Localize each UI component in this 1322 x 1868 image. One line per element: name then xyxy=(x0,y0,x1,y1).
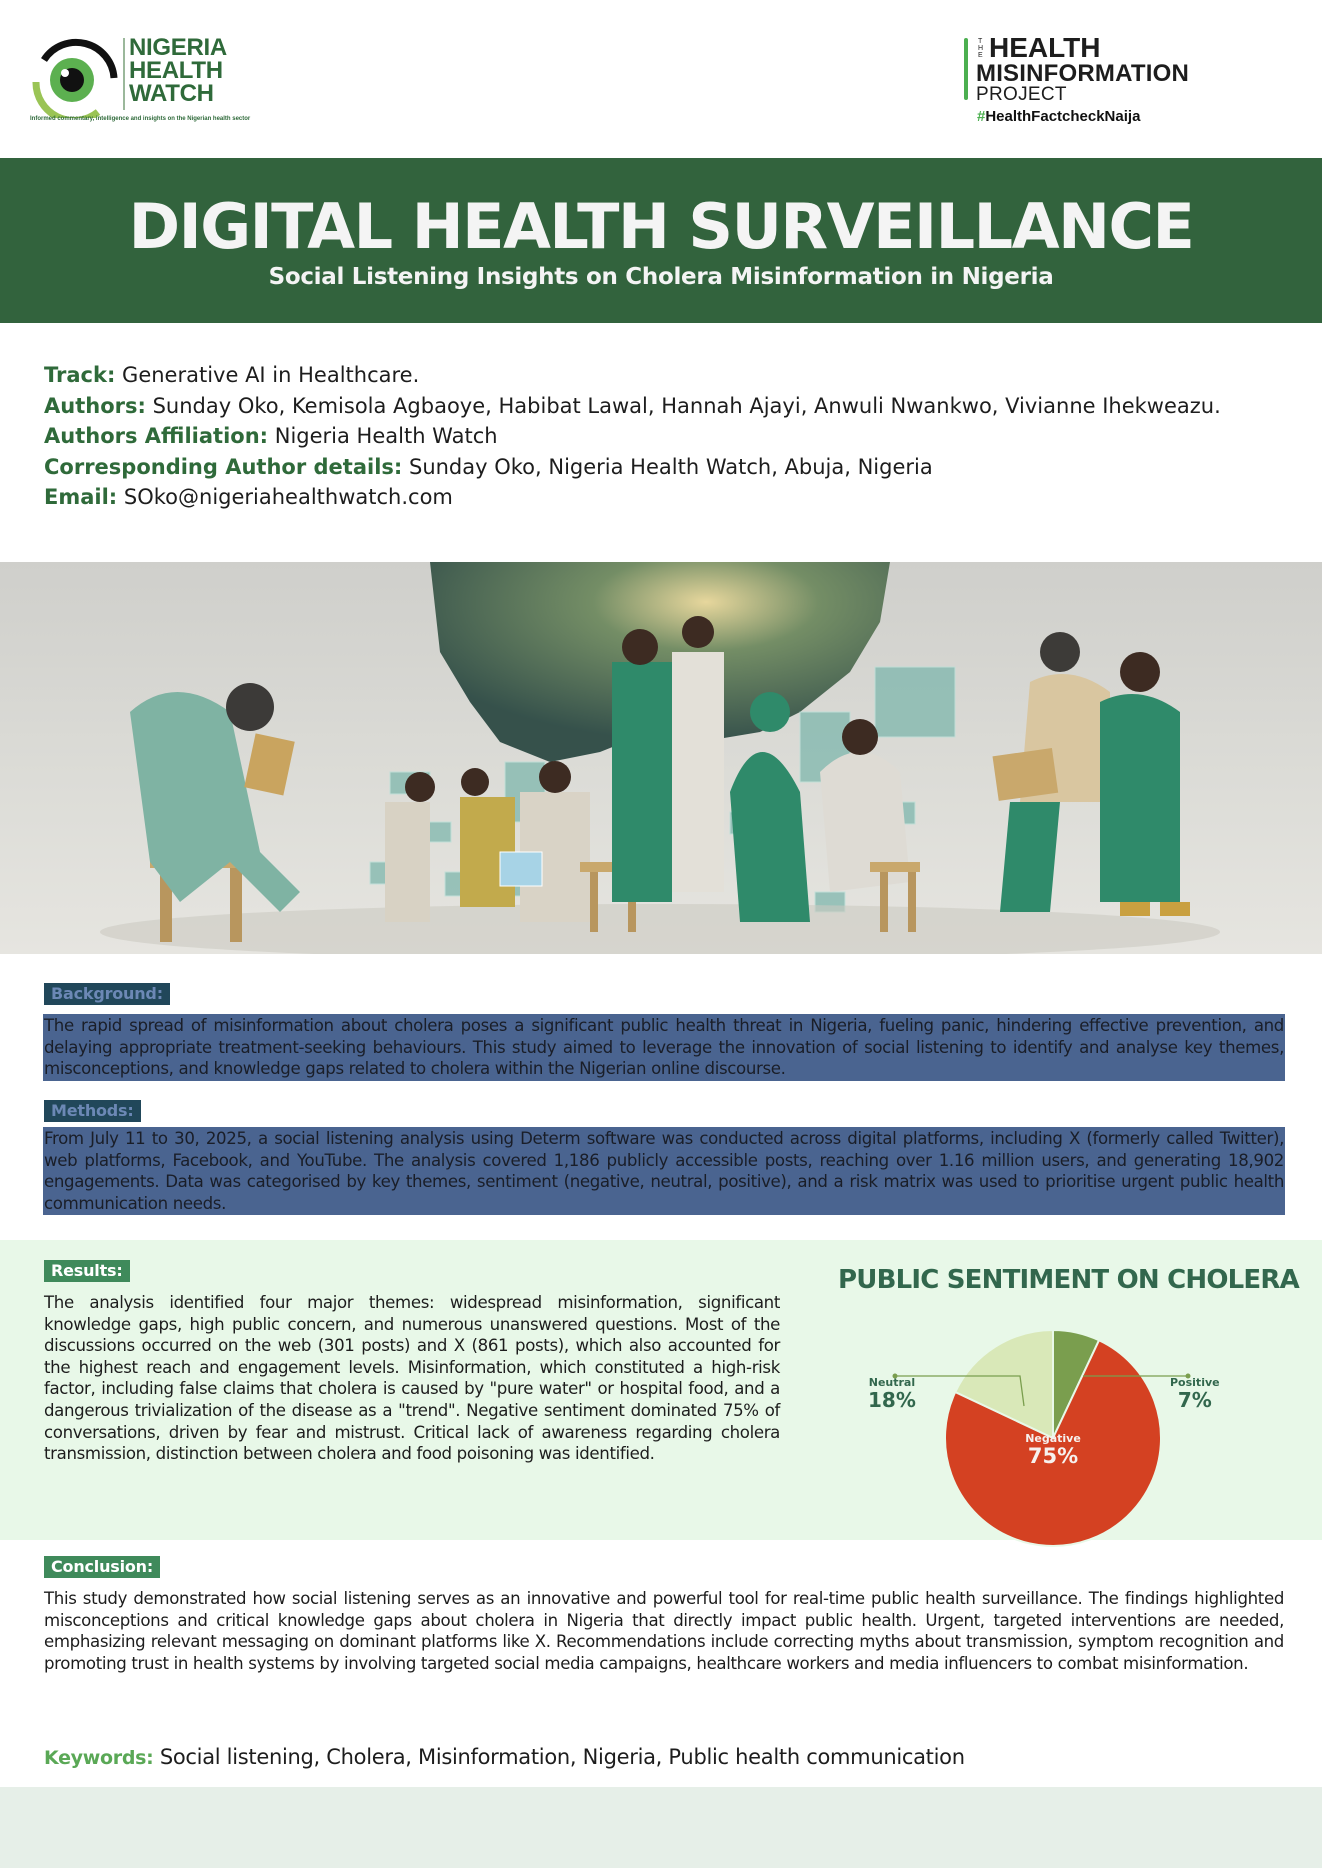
logo-accent-bar xyxy=(964,38,968,100)
authors-row xyxy=(44,391,1294,422)
authors-value: Sunday Oko, Kemisola Agbaoye, Habibat Lawal, Hannah Ajayi, Anwuli Nwankwo, Vivianne Ihekweazu. xyxy=(152,393,1221,418)
affiliation-value: Nigeria Health Watch xyxy=(274,424,498,449)
neutral-label xyxy=(868,1376,916,1411)
results-text: The analysis identified four major themes: widespread misinformation, significant knowledge gaps, high public concern, and numerous unanswered questions. Most of the discussions occurred on the web (301 posts) and X (861 posts), which also accounted for the highest reach and engagement levels. Misinformation, which constituted a high-risk factor, including false claims that cholera is caused by "pure water" or hospital food, and a dangerous trivialization of the disease as a "trend". Negative sentiment dominated 75% of conversations, driven by fear and mistrust. Critical lack of awareness regarding cholera transmission, distinction between cholera and food poisoning was identified. xyxy=(44,1293,780,1464)
conclusion-text: This study demonstrated how social listening serves as an innovative and powerful tool for real-time public health surveillance. The findings highlighted misconceptions and critical knowledge gaps about cholera in Nigeria that directly impact public health. Urgent, targeted interventions are needed, emphasizing relevant messaging on dominant platforms like X. Recommendations include correcting myths about transmission, symptom recognition and promoting trust in health systems by involving targeted social media campaigns, healthcare workers and media influencers to combat misinformation. xyxy=(44,1589,1284,1673)
hmp-line-health: HEALTH xyxy=(989,32,1101,63)
poster-header xyxy=(0,0,1322,158)
affiliation-row xyxy=(44,421,1294,452)
negative-label xyxy=(1021,1432,1085,1468)
results-section xyxy=(0,1240,1322,1540)
neutral-value: 18% xyxy=(868,1388,916,1412)
positive-label xyxy=(1170,1376,1220,1411)
hero-illustration xyxy=(0,562,1322,954)
nhw-tagline: Informed commentary, intelligence and insights on the Nigerian health sector xyxy=(30,116,251,122)
conclusion-label: Conclusion: xyxy=(44,1556,160,1578)
figure-left xyxy=(130,683,300,942)
poster-title: DIGITAL HEALTH SURVEILLANCE xyxy=(128,190,1194,263)
track-label: Track: xyxy=(44,363,116,387)
negative-name: Negative xyxy=(1025,1432,1081,1445)
methods-label: Methods: xyxy=(44,1100,141,1122)
background-section[interactable] xyxy=(44,983,1284,1080)
authors-label: Authors: xyxy=(44,393,146,418)
figure-right-pair xyxy=(993,632,1190,916)
eye-icon xyxy=(30,38,120,118)
hashtag xyxy=(977,108,1140,125)
email-row xyxy=(44,482,1294,513)
hash-symbol: # xyxy=(977,108,986,125)
hmp-line-misinformation: MISINFORMATION xyxy=(976,60,1189,87)
positive-value: 7% xyxy=(1177,1388,1212,1412)
email-label: Email: xyxy=(44,485,118,510)
background-text[interactable]: The rapid spread of misinformation about cholera poses a significant public health threat in Nigeria, fueling panic, hindering effective prevention, and delaying appropriate treatment-seeking behaviours. This study aimed to leverage the innovation of social listening to identify and analyse key themes, misconceptions, and knowledge gaps related to cholera within the Nigerian online discourse. xyxy=(44,1016,1284,1079)
hmp-the: THE xyxy=(978,38,984,59)
nhw-wordmark xyxy=(129,36,227,105)
methods-text[interactable]: From July 11 to 30, 2025, a social listening analysis using Determ software was conducted across digital platforms, including X (formerly called Twitter), web platforms, Facebook, and YouTube. The analysis covered 1,186 publicly accessible posts, reaching over 1.16 million users, and generating 18,902 engagements. Data was categorised by key themes, sentiment (negative, neutral, positive), and a risk matrix was used to prioritise urgent public health communication needs. xyxy=(44,1129,1284,1213)
corresponding-label: Corresponding Author details: xyxy=(44,454,403,479)
keywords-row xyxy=(44,1742,965,1773)
hmp-line-project: PROJECT xyxy=(976,84,1067,105)
poster-subtitle: Social Listening Insights on Cholera Misinformation in Nigeria xyxy=(268,264,1054,290)
nigeria-health-watch-logo xyxy=(30,34,251,126)
results-label: Results: xyxy=(44,1260,130,1282)
positive-name: Positive xyxy=(1170,1376,1220,1389)
track-value: Generative AI in Healthcare. xyxy=(122,363,420,387)
author-details xyxy=(44,360,1294,513)
health-misinformation-project-logo xyxy=(964,32,1224,132)
title-banner xyxy=(0,158,1322,323)
background-label: Background: xyxy=(44,983,170,1005)
keywords-label: Keywords: xyxy=(44,1747,154,1769)
logo-divider xyxy=(123,38,125,110)
footer-band xyxy=(0,1787,1322,1868)
negative-value: 75% xyxy=(1027,1444,1079,1468)
nhw-word-1: NIGERIA xyxy=(129,34,227,61)
nhw-word-3: WATCH xyxy=(129,80,214,107)
email-link[interactable]: SOko@nigeriahealthwatch.com xyxy=(123,485,453,510)
illustration-art xyxy=(0,562,1322,954)
hashtag-text: HealthFactcheckNaija xyxy=(985,108,1141,125)
keywords-value: Social listening, Cholera, Misinformation, Nigeria, Public health communication xyxy=(159,1745,965,1769)
chart-title: PUBLIC SENTIMENT ON CHOLERA xyxy=(838,1265,1299,1295)
nhw-word-2: HEALTH xyxy=(129,57,223,84)
corresponding-value: Sunday Oko, Nigeria Health Watch, Abuja, Nigeria xyxy=(408,454,933,479)
sentiment-pie-chart xyxy=(830,1264,1300,1534)
conclusion-section xyxy=(44,1556,1284,1674)
affiliation-label: Authors Affiliation: xyxy=(44,424,269,449)
corresponding-row xyxy=(44,452,1294,483)
results-text-column xyxy=(44,1260,780,1465)
track-row xyxy=(44,360,1294,391)
methods-section[interactable] xyxy=(44,1100,1284,1214)
neutral-name: Neutral xyxy=(868,1376,916,1389)
